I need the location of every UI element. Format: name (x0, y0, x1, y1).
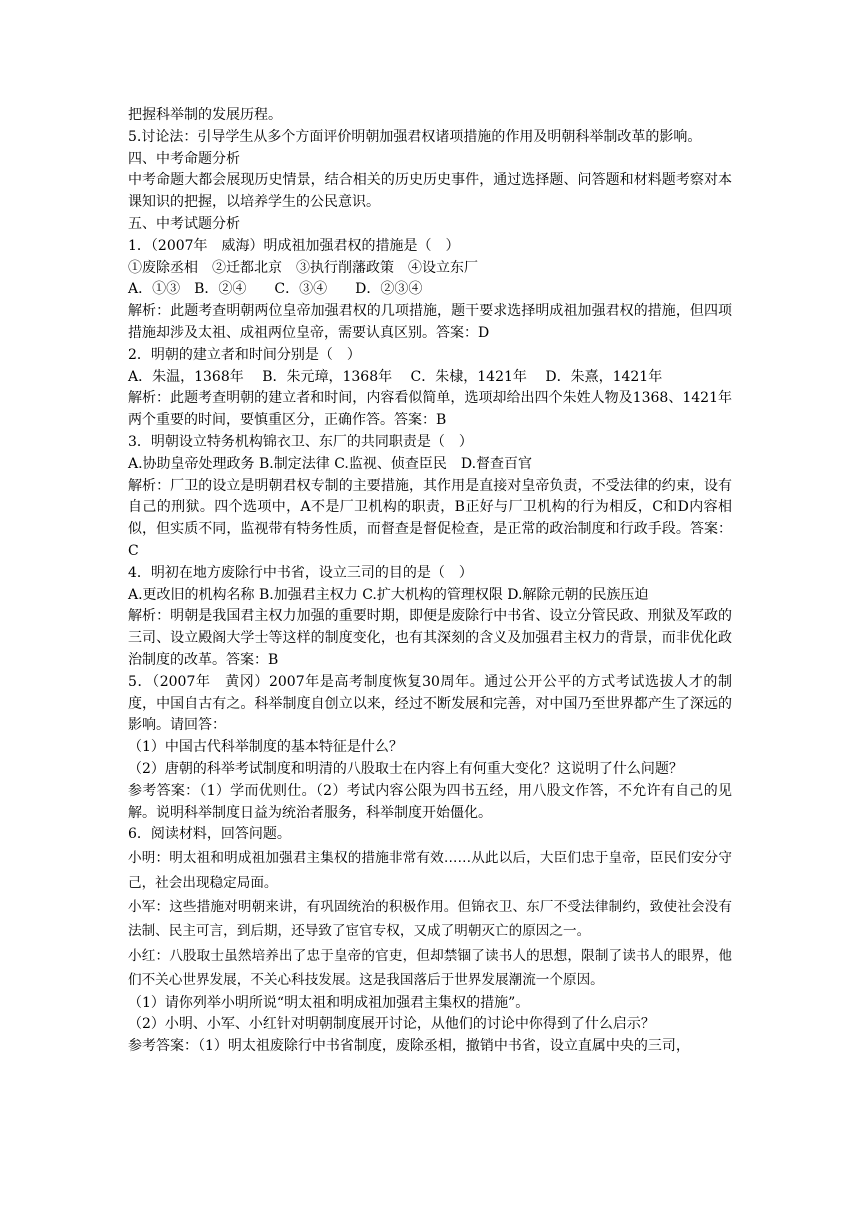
section-heading: 四、中考命题分析 (128, 150, 240, 167)
question: 4．明初在地方废除行中书省，设立三司的目的是（ ） (128, 564, 473, 581)
question-items: ①废除丞相 ②迁都北京 ③执行削藩政策 ④设立东厂 (128, 259, 478, 276)
question: 6．阅读材料，回答问题。 (128, 826, 291, 843)
analysis: 解析：此题考查明朝的建立者和时间，内容看似简单，选项却给出四个朱姓人物及1368、1421年两个重要的时间，要慎重区分，正确作答。答案：B (128, 390, 732, 429)
sub-question: （1）中国古代科举制度的基本特征是什么？ (128, 739, 403, 756)
text-line: 把握科举制的发展历程。 (128, 107, 282, 123)
material-paragraph: 小红：八股取士虽然培养出了忠于皇帝的官吏，但却禁锢了读书人的思想，限制了读书人的眼界，他们不关心世界发展，不关心科技发展。这是我国落后于世界发展潮流一个原因。 (128, 947, 732, 989)
answer: 参考答案：（1）学而优则仕。（2）考试内容公限为四书五经，用八股文作答，不允许有自己的见解。说明科举制度日益为统治者服务，科举制度开始僵化。 (128, 782, 732, 821)
document-page (128, 105, 732, 1058)
material-paragraph: 小军：这些措施对明朝来讲，有巩固统治的积极作用。但锦衣卫、东厂不受法律制约，致使社会没有法制、民主可言，到后期，还导致了宦官专权，又成了明朝灭亡的原因之一。 (128, 898, 732, 940)
analysis: 解析：厂卫的设立是明朝君权专制的主要措施，其作用是直接对皇帝负责，不受法律的约束，设有自己的刑狱。四个选项中，A不是厂卫机构的职责，B正好与厂卫机构的行为相反，C和D内容相似，但实质不同，监视带有特务性质，而督查是督促检查，是正常的政治制度和行政手段。答案：C (128, 477, 732, 559)
analysis: 解析：明朝是我国君主权力加强的重要时期，即便是废除行中书省、设立分管民政、刑狱及军政的三司、设立殿阁大学士等这样的制度变化，也有其深刻的含义及加强君主权力的背景，而非优化政治制度的改革。答案：B (128, 608, 732, 668)
sub-question: （2）唐朝的科举考试制度和明清的八股取士在内容上有何重大变化？这说明了什么问题？ (128, 760, 683, 777)
sub-question: （2）小明、小军、小红针对明朝制度展开讨论，从他们的讨论中你得到了什么启示？ (128, 1016, 655, 1033)
text-line: 5.讨论法：引导学生从多个方面评价明朝加强君权诸项措施的作用及明朝科举制改革的影响。 (128, 128, 702, 145)
question: 1．（2007年 威海）明成祖加强君权的措施是（ ） (128, 237, 460, 254)
text-line: 中考命题大都会展现历史情景，结合相关的历史历史事件，通过选择题、问答题和材料题考察对本课知识的把握，以培养学生的公民意识。 (128, 172, 732, 211)
answer: 参考答案：（1）明太祖废除行中书省制度，废除丞相，撤销中书省，设立直属中央的三司， (128, 1038, 690, 1055)
question: 5．（2007年 黄冈）2007年是高考制度恢复30周年。通过公开公平的方式考试选拔人才的制度，中国自古有之。科举制度自创立以来，经过不断发展和完善，对中国乃至世界都产生了深远的影响。请回答： (128, 673, 732, 734)
question: 3．明朝设立特务机构锦衣卫、东厂的共同职责是（ ） (128, 433, 473, 450)
question-options: A．①③ B．②④ C．③④ D．②③④ (128, 281, 423, 298)
section-heading: 五、中考试题分析 (128, 215, 240, 232)
question-options: A.协助皇帝处理政务 B.制定法律 C.监视、侦查臣民 D.督查百官 (128, 455, 533, 472)
material-paragraph: 小明：明太祖和明成祖加强君主集权的措施非常有效……从此以后，大臣们忠于皇帝，臣民们安分守己，社会出现稳定局面。 (128, 850, 732, 891)
question-options: A．朱温，1368年 B．朱元璋，1368年 C．朱棣，1421年 D．朱熹，1421年 (128, 368, 663, 385)
question: 2．明朝的建立者和时间分别是（ ） (128, 346, 361, 363)
analysis: 解析：此题考查明朝两位皇帝加强君权的几项措施，题干要求选择明成祖加强君权的措施，但四项措施却涉及太祖、成祖两位皇帝，需要认真区别。答案：D (128, 303, 732, 341)
sub-question: （1）请你列举小明所说“明太祖和明成祖加强君主集权的措施”。 (128, 994, 530, 1011)
question-options: A.更改旧的机构名称 B.加强君主权力 C.扩大机构的管理权限 D.解除元朝的民族压迫 (128, 586, 649, 603)
